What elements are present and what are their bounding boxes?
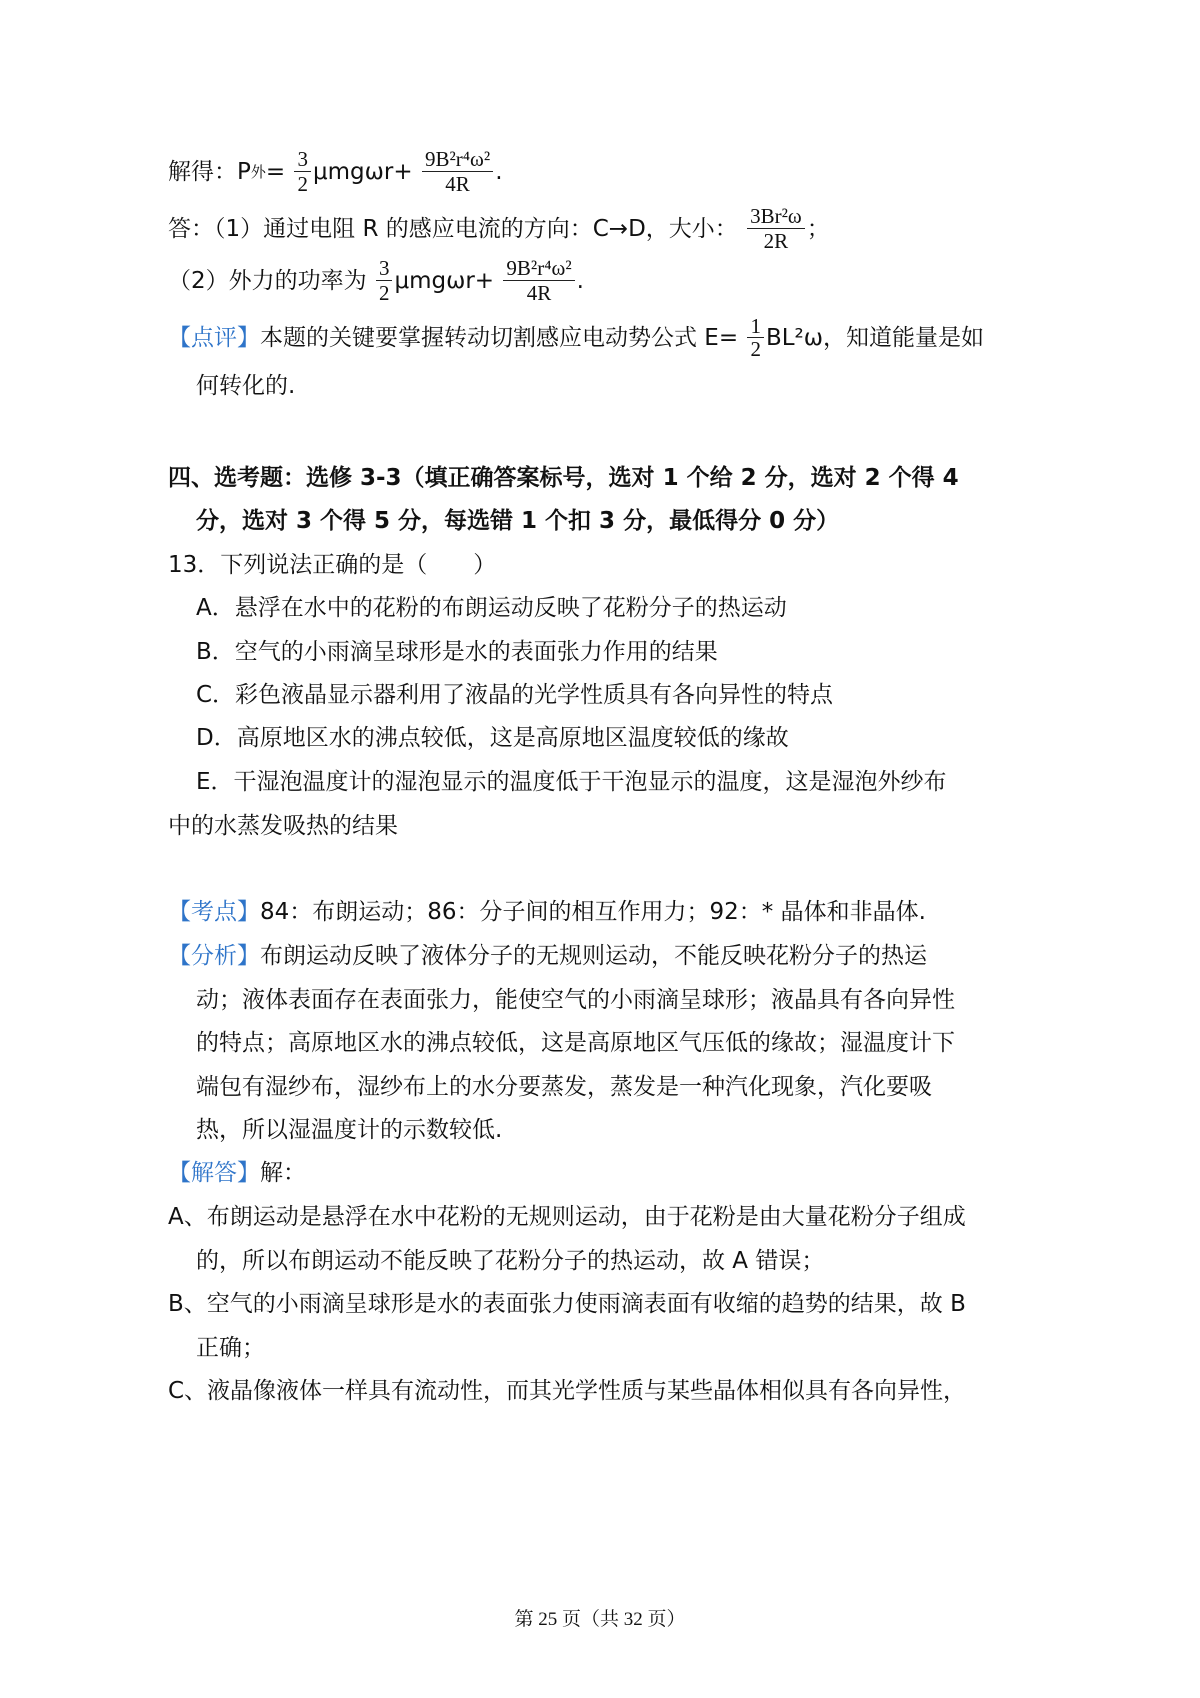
jieda-line [168, 1157, 306, 1188]
jieda-text: 解： [260, 1159, 306, 1186]
fenxi-line-2: 动；液体表面存在表面张力，能使空气的小雨滴呈球形；液晶具有各向异性 [196, 986, 955, 1013]
option-d: D．高原地区水的沸点较低，这是高原地区温度较低的缘故 [196, 724, 789, 751]
fraction-three-halves-2: $\frac{3}{2}$ [376, 256, 393, 305]
fenxi-line-3: 的特点；高原地区水的沸点较低，这是高原地区气压低的缘故；湿温度计下 [196, 1029, 955, 1056]
answer-2-line [168, 256, 584, 305]
option-b: B．空气的小雨滴呈球形是水的表面张力作用的结果 [196, 638, 718, 665]
period: . [495, 158, 503, 185]
fenxi-line-1: 【分析】布朗运动反映了液体分子的无规则运动，不能反映花粉分子的热运 [168, 942, 927, 969]
option-c: C．彩色液晶显示器利用了液晶的光学性质具有各向异性的特点 [196, 681, 834, 708]
answer-1-suffix: ； [806, 215, 830, 242]
mu-term: μmgωr+ [312, 158, 413, 185]
page-footer: 第 25 页（共 32 页） [514, 1609, 686, 1630]
jieda-b-line-2: 正确； [196, 1334, 265, 1361]
jieda-c-line-1: C、液晶像液体一样具有流动性，而其光学性质与某些晶体相似具有各向异性， [168, 1377, 967, 1404]
kaodian-text: 84：布朗运动；86：分子间的相互作用力；92：* 晶体和非晶体. [260, 898, 926, 925]
fraction-half: $\frac{1}{2}$ [747, 315, 764, 360]
question-stem: 13．下列说法正确的是（ ） [168, 551, 497, 578]
comment-text-a: 本题的关键要掌握转动切割感应电动势公式 E= [260, 324, 739, 351]
comment-text-c: 何转化的. [196, 372, 296, 399]
fraction-power: $\frac{\text{9B²r⁴ω²}}{4R}$ [422, 147, 493, 196]
option-e: E．干湿泡温度计的湿泡显示的温度低于干泡显示的温度，这是湿泡外纱布 [196, 768, 947, 795]
answer-2-suffix: . [576, 267, 584, 294]
answer-2-text: （2）外力的功率为 [168, 267, 367, 294]
deduce-prefix: 解得：P [168, 158, 251, 185]
option-a: A．悬浮在水中的花粉的布朗运动反映了花粉分子的热运动 [196, 594, 787, 621]
comment-line-1 [168, 315, 984, 360]
jieda-tag: 【解答】 [168, 1159, 260, 1186]
comment-tag: 【点评】 [168, 324, 260, 351]
section-heading-line-1: 四、选考题：选修 3-3（填正确答案标号，选对 1 个给 2 分，选对 2 个得 4 [168, 464, 959, 491]
jieda-a-line-2: 的，所以布朗运动不能反映了花粉分子的热运动，故 A 错误； [196, 1247, 825, 1274]
jieda-b-line-1: B、空气的小雨滴呈球形是水的表面张力使雨滴表面有收缩的趋势的结果，故 B [168, 1290, 966, 1317]
section-heading-line-2: 分，选对 3 个得 5 分，每选错 1 个扣 3 分，最低得分 0 分） [196, 507, 840, 534]
jieda-a-line-1: A、布朗运动是悬浮在水中花粉的无规则运动，由于花粉是由大量花粉分子组成 [168, 1203, 966, 1230]
comment-text-b: BL²ω，知道能量是如 [765, 324, 985, 351]
fenxi-line-5: 热，所以湿温度计的示数较低. [196, 1116, 503, 1143]
mu-term-2: μmgωr+ [394, 267, 495, 294]
comment-line-2 [196, 370, 295, 401]
answer-1-text: 答：（1）通过电阻 R 的感应电流的方向：C→D，大小： [168, 215, 738, 242]
equals-sign: = [265, 158, 286, 185]
fraction-current: $\frac{\text{3Br²ω}}{2R}$ [747, 204, 805, 253]
deduce-line [168, 147, 503, 196]
fraction-three-halves: $\frac{3}{2}$ [294, 147, 311, 196]
fenxi-tag: 【分析】 [168, 942, 260, 969]
answer-1-line [168, 204, 830, 253]
option-e-continued: 中的水蒸发吸热的结果 [168, 812, 398, 839]
fenxi-line-4: 端包有湿纱布，湿纱布上的水分要蒸发，蒸发是一种汽化现象，汽化要吸 [196, 1073, 932, 1100]
kaodian-line [168, 896, 926, 927]
deduce-subscript: 外 [250, 162, 266, 181]
fraction-power-2: $\frac{\text{9B²r⁴ω²}}{4R}$ [503, 256, 574, 305]
kaodian-tag: 【考点】 [168, 898, 260, 925]
